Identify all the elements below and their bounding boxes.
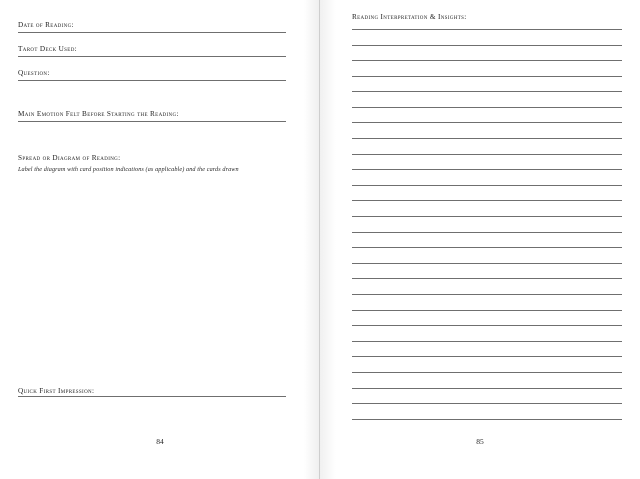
writing-line[interactable] [352,107,622,108]
writing-line[interactable] [352,216,622,217]
writing-line[interactable] [352,122,622,123]
writing-line[interactable] [352,278,622,279]
writing-line[interactable] [352,232,622,233]
field-date-of-reading[interactable] [18,22,286,33]
field-tarot-deck-used-rule[interactable] [18,56,286,57]
writing-line[interactable] [352,294,622,295]
writing-line[interactable] [352,154,622,155]
writing-line[interactable] [352,247,622,248]
field-main-emotion-label: Main Emotion Felt Before Starting the Reading: [18,109,179,118]
writing-line[interactable] [352,310,622,311]
field-quick-first-impression[interactable] [18,388,286,397]
right-page-content [352,14,622,479]
writing-line[interactable] [352,200,622,201]
field-main-emotion-rule[interactable] [18,121,286,122]
writing-line[interactable] [352,138,622,139]
writing-line[interactable] [352,76,622,77]
writing-line[interactable] [352,91,622,92]
field-question-rule[interactable] [18,80,286,81]
writing-line[interactable] [352,263,622,264]
writing-line[interactable] [352,325,622,326]
left-page-content [18,14,286,479]
reading-interpretation-heading: Reading Interpretation & Insights: [352,13,467,21]
field-question-label: Question: [18,68,50,77]
page-number-left: 84 [156,437,164,446]
writing-line[interactable] [352,29,622,30]
writing-line[interactable] [352,356,622,357]
writing-line[interactable] [352,341,622,342]
writing-line[interactable] [352,60,622,61]
reading-interpretation-lines[interactable] [352,29,622,420]
field-spread-diagram[interactable] [18,155,286,173]
field-tarot-deck-used-label: Tarot Deck Used: [18,44,78,53]
field-date-of-reading-label: Date of Reading: [18,21,74,29]
field-main-emotion[interactable] [18,111,286,122]
writing-line[interactable] [352,372,622,373]
field-spread-diagram-label: Spread or Diagram of Reading: [18,153,121,162]
field-quick-first-impression-label: Quick First Impression: [18,387,95,395]
field-tarot-deck-used[interactable] [18,46,286,57]
writing-line[interactable] [352,45,622,46]
writing-line[interactable] [352,403,622,404]
field-date-of-reading-rule[interactable] [18,32,286,33]
field-question[interactable] [18,70,286,81]
writing-line[interactable] [352,185,622,186]
writing-line[interactable] [352,419,622,420]
writing-line[interactable] [352,169,622,170]
field-quick-first-impression-rule[interactable] [18,396,286,397]
field-spread-diagram-note: Label the diagram with card position indications (as applicable) and the cards drawn [18,165,239,173]
writing-line[interactable] [352,388,622,389]
page-number-right: 85 [476,437,484,446]
